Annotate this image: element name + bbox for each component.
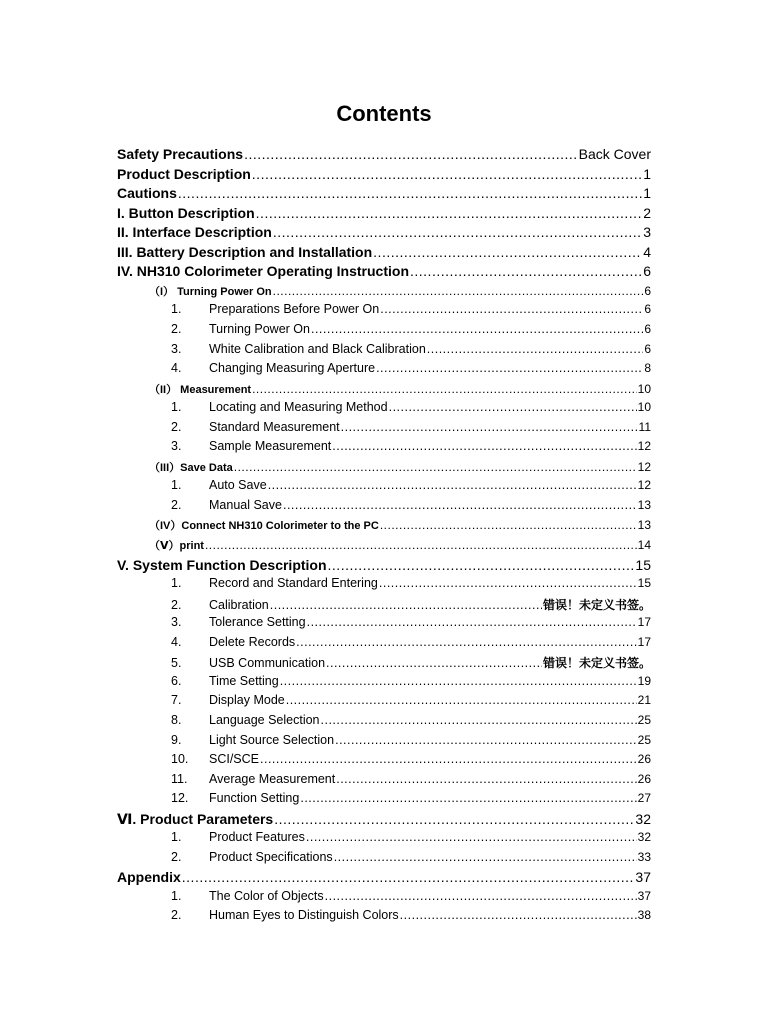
toc-entry[interactable]: [171, 596, 651, 615]
toc-entry-label: （II） Measurement: [149, 383, 252, 396]
toc-entry-page: 37: [635, 869, 651, 886]
toc-entry[interactable]: [171, 674, 651, 693]
dot-leader: [380, 518, 637, 532]
toc-entry-page: 错误！未定义书签。: [542, 656, 651, 671]
toc-entry-page: 4: [643, 243, 651, 260]
toc-entry-label: （III）Save Data: [149, 461, 233, 474]
dot-leader: [379, 576, 637, 590]
toc-entry-label: IV. NH310 Colorimeter Operating Instruction: [117, 263, 409, 280]
toc-entry[interactable]: [117, 166, 651, 185]
dot-leader: [182, 869, 635, 885]
toc-entry-label: SCI/SCE: [209, 752, 260, 767]
toc-entry-page: 38: [637, 908, 651, 923]
dot-leader: [380, 302, 643, 316]
toc-entry-number: 3.: [171, 341, 182, 356]
dot-leader: [274, 811, 634, 827]
toc-entry-page: 6: [644, 302, 651, 317]
toc-entry[interactable]: [149, 459, 651, 478]
toc-entry-number: 4.: [171, 361, 182, 376]
toc-entry-number: 1.: [171, 400, 182, 415]
toc-entry[interactable]: [171, 654, 651, 673]
toc-entry-page: 10: [637, 381, 651, 396]
toc-entry-number: 2.: [171, 849, 182, 864]
toc-entry[interactable]: [171, 850, 651, 869]
dot-leader: [321, 713, 637, 727]
toc-entry-number: 1.: [171, 576, 182, 591]
toc-entry-label: White Calibration and Black Calibration: [209, 341, 426, 356]
toc-entry-label: Display Mode: [209, 693, 285, 708]
toc-entry-label: Turning Power On: [209, 321, 310, 336]
toc-entry[interactable]: [171, 439, 651, 458]
toc-entry-page: 13: [637, 518, 651, 533]
dot-leader: [332, 439, 636, 453]
dot-leader: [373, 244, 642, 260]
toc-entry-label: Delete Records: [209, 634, 296, 649]
toc-entry-number: 2.: [171, 908, 182, 923]
toc-entry-page: 2: [643, 204, 651, 221]
toc-entry-page: 32: [635, 810, 651, 827]
dot-leader: [376, 361, 643, 375]
toc-entry-page: 15: [637, 576, 651, 591]
toc-entry[interactable]: [171, 478, 651, 497]
dot-leader: [325, 889, 637, 903]
toc-entry-page: 6: [644, 321, 651, 336]
toc-entry-label: Human Eyes to Distinguish Colors: [209, 908, 399, 923]
toc-entry[interactable]: [117, 224, 651, 243]
toc-entry[interactable]: [171, 400, 651, 419]
toc-entry-page: 25: [637, 712, 651, 727]
dot-leader: [336, 772, 636, 786]
dot-leader: [252, 382, 637, 396]
toc-entry-label: Manual Save: [209, 497, 282, 512]
toc-entry[interactable]: [117, 185, 651, 204]
toc-entry-page: 14: [637, 538, 651, 552]
dot-leader: [400, 908, 637, 922]
toc-entry[interactable]: [171, 733, 651, 752]
toc-entry[interactable]: [171, 342, 651, 361]
toc-entry-label: Cautions: [117, 185, 177, 202]
dot-leader: [334, 850, 637, 864]
toc-entry[interactable]: [171, 752, 651, 771]
dot-leader: [270, 598, 542, 612]
toc-entry-number: 6.: [171, 673, 182, 688]
dot-leader: [326, 656, 542, 670]
dot-leader: [205, 538, 637, 552]
toc-entry[interactable]: [171, 772, 651, 791]
toc-entry[interactable]: [171, 791, 651, 810]
toc-entry-label: Calibration: [209, 597, 269, 612]
toc-entry-number: 3.: [171, 615, 182, 630]
toc-entry[interactable]: [117, 869, 651, 888]
dot-leader: [307, 615, 637, 629]
toc-entry[interactable]: [171, 615, 651, 634]
toc-entry-label: Safety Precautions: [117, 146, 244, 162]
dot-leader: [427, 342, 644, 356]
toc-entry[interactable]: [117, 263, 651, 282]
toc-entry-label: Ⅵ. Product Parameters: [117, 810, 274, 827]
toc-entry-page: 15: [635, 556, 651, 573]
toc-entry-number: 2.: [171, 419, 182, 434]
toc-entry[interactable]: [117, 244, 651, 263]
toc-entry-page: 21: [637, 693, 651, 708]
toc-entry-page: 6: [643, 263, 651, 280]
toc-entry[interactable]: [171, 713, 651, 732]
toc-entry-label: USB Communication: [209, 656, 326, 671]
toc-entry-label: Light Source Selection: [209, 732, 335, 747]
toc-entry-label: Language Selection: [209, 712, 320, 727]
dot-leader: [252, 166, 642, 182]
toc-entry-number: 8.: [171, 712, 182, 727]
toc-entry-page: Back Cover: [578, 146, 651, 162]
toc-entry-page: 3: [643, 224, 651, 241]
toc-entry-number: 1.: [171, 478, 182, 493]
dot-leader: [389, 400, 637, 414]
toc-entry-page: 19: [637, 673, 651, 688]
toc-entry[interactable]: [117, 811, 651, 830]
dot-leader: [234, 460, 637, 474]
toc-entry-label: （I） Turning Power On: [149, 285, 272, 298]
dot-leader: [268, 478, 637, 492]
toc-entry-page: 13: [637, 497, 651, 512]
toc-entry-label: Product Features: [209, 830, 305, 845]
toc-entry-page: 11: [638, 419, 651, 434]
toc-entry[interactable]: [149, 537, 651, 556]
page-title: Contents: [336, 101, 432, 126]
toc-entry-label: Locating and Measuring Method: [209, 400, 388, 415]
toc-entry-page: 27: [637, 791, 651, 806]
dot-leader: [273, 224, 642, 240]
toc-entry-page: 1: [643, 165, 651, 182]
toc-entry[interactable]: [171, 830, 651, 849]
toc-entry-label: Auto Save: [209, 478, 267, 493]
toc-entry-number: 5.: [171, 656, 182, 671]
toc-entry-label: III. Battery Description and Installation: [117, 243, 373, 260]
dot-leader: [300, 791, 636, 805]
toc-entry-label: Time Setting: [209, 673, 279, 688]
toc-entry[interactable]: [117, 557, 651, 576]
dot-leader: [410, 263, 642, 279]
toc-entry-page: 26: [637, 771, 651, 786]
toc-entry-page: 6: [644, 341, 651, 356]
toc-entry-label: Average Measurement: [209, 771, 336, 786]
toc-entry-label: Tolerance Setting: [209, 615, 306, 630]
dot-leader: [341, 420, 638, 434]
toc-entry-page: 错误！未定义书签。: [542, 597, 651, 612]
toc-entry-number: 11.: [171, 771, 188, 786]
toc-entry[interactable]: [171, 498, 651, 517]
toc-entry-number: 9.: [171, 732, 182, 747]
toc-entry-label: Changing Measuring Aperture: [209, 361, 376, 376]
dot-leader: [283, 498, 637, 512]
toc-entry-number: 12.: [171, 791, 189, 806]
toc-entry-label: （Ⅴ）print: [149, 540, 204, 552]
toc-entry-label: Appendix: [117, 869, 181, 886]
dot-leader: [311, 322, 643, 336]
toc-entry-label: Standard Measurement: [209, 419, 340, 434]
toc-entry[interactable]: [171, 576, 651, 595]
toc-entry[interactable]: [171, 889, 651, 908]
toc-entry-label: Function Setting: [209, 791, 300, 806]
toc-entry-label: Sample Measurement: [209, 439, 332, 454]
toc-entry-page: 12: [637, 439, 651, 454]
toc-entry-label: Product Specifications: [209, 849, 333, 864]
dot-leader: [296, 635, 636, 649]
toc-entry-number: 10.: [171, 752, 189, 767]
toc-entry-page: 1: [643, 185, 651, 202]
toc-entry-page: 33: [637, 849, 651, 864]
toc-entry-label: I. Button Description: [117, 204, 255, 221]
toc-entry-page: 6: [644, 283, 651, 298]
toc-entry[interactable]: [171, 693, 651, 712]
toc-entry-label: （IV）Connect NH310 Colorimeter to the PC: [149, 520, 379, 533]
dot-leader: [286, 693, 637, 707]
toc-entry[interactable]: [171, 361, 651, 380]
toc-entry-label: V. System Function Description: [117, 556, 327, 573]
toc-entry[interactable]: [149, 283, 651, 302]
toc-entry-page: 26: [637, 752, 651, 767]
toc-entry[interactable]: [117, 146, 651, 165]
toc-entry-number: 2.: [171, 321, 182, 336]
toc-entry-page: 10: [637, 400, 651, 415]
toc-entry[interactable]: [171, 908, 651, 927]
toc-entry[interactable]: [149, 517, 651, 536]
toc-entry[interactable]: [171, 322, 651, 341]
toc-entry[interactable]: [149, 381, 651, 400]
toc-entry-page: 17: [637, 634, 651, 649]
toc-entry-page: 12: [637, 478, 651, 493]
toc-entry-number: 7.: [171, 693, 182, 708]
toc-entry[interactable]: [171, 420, 651, 439]
toc-entry-page: 25: [637, 732, 651, 747]
toc-entry-number: 1.: [171, 888, 182, 903]
toc-entry-page: 8: [644, 361, 651, 376]
dot-leader: [328, 557, 635, 573]
dot-leader: [256, 205, 643, 221]
toc-entry-number: 4.: [171, 634, 182, 649]
toc-entry-number: 2.: [171, 597, 182, 612]
toc-entry-page: 32: [637, 830, 651, 845]
toc-entry-page: 17: [637, 615, 651, 630]
dot-leader: [306, 830, 637, 844]
toc-entry-page: 37: [637, 888, 651, 903]
toc-entry[interactable]: [171, 302, 651, 321]
toc-entry-label: Preparations Before Power On: [209, 302, 380, 317]
dot-leader: [335, 733, 637, 747]
toc-entry-label: Product Description: [117, 165, 251, 182]
toc-entry-number: 3.: [171, 439, 182, 454]
toc-entry-label: Record and Standard Entering: [209, 576, 378, 591]
dot-leader: [280, 674, 637, 688]
toc-entry-number: 1.: [171, 830, 182, 845]
toc-entry[interactable]: [117, 205, 651, 224]
toc-entry-label: The Color of Objects: [209, 888, 324, 903]
dot-leader: [273, 284, 644, 298]
dot-leader: [178, 185, 642, 201]
toc-entry-page: 12: [637, 459, 651, 474]
dot-leader: [260, 752, 637, 766]
toc-entry-label: II. Interface Description: [117, 224, 272, 241]
toc-entry-number: 1.: [171, 302, 182, 317]
dot-leader: [244, 146, 578, 162]
toc-entry-number: 2.: [171, 497, 182, 512]
toc-entry[interactable]: [171, 635, 651, 654]
